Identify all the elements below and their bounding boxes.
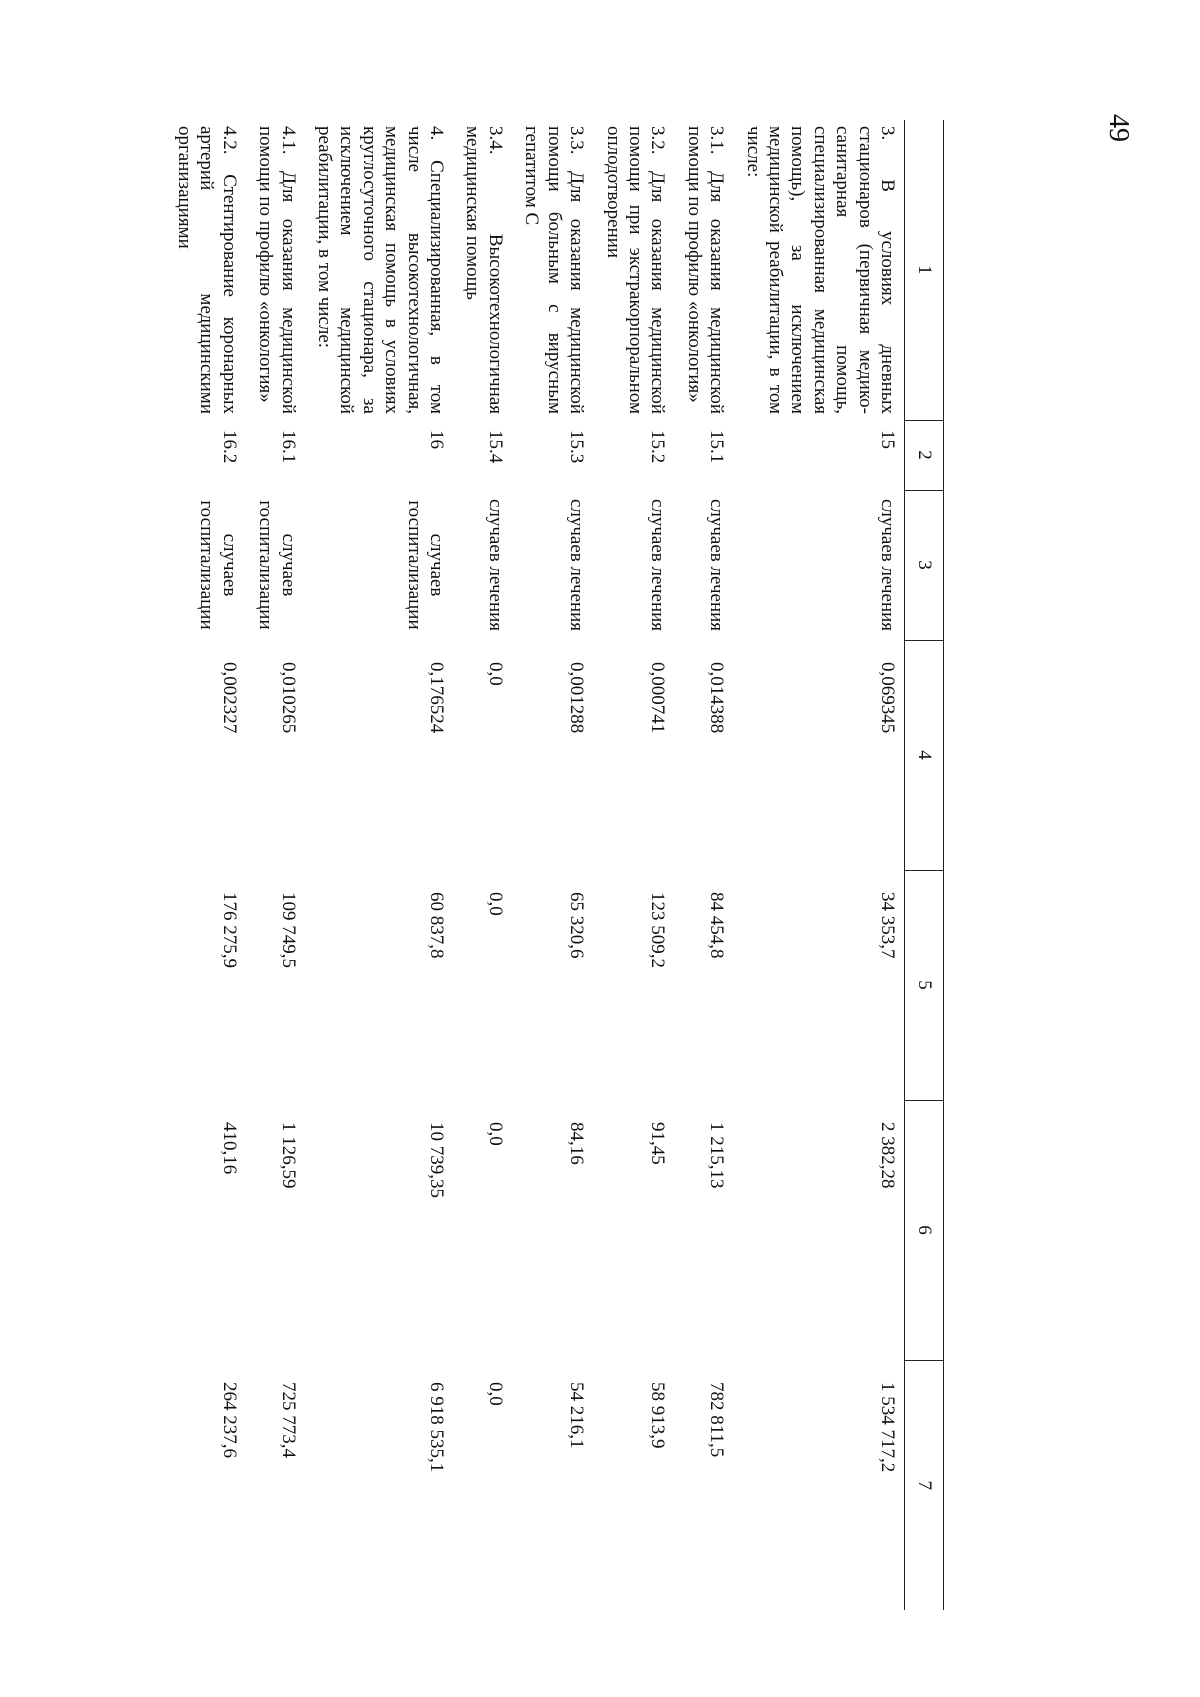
table-row (733, 120, 904, 1610)
row-name-cell: 4.2. Стентирование коронарных артерий медицинскими организациями (174, 126, 240, 414)
row-value-col7: 54 216,1 (566, 1382, 588, 1449)
row-value-col7: 6 918 535,1 (426, 1382, 448, 1473)
row-value-col5: 60 837,8 (426, 892, 448, 959)
row-name-cell: 3.1. Для оказания медицинской помощи по профилю «онкология» (683, 126, 728, 414)
row-code-cell: 15 (877, 430, 898, 449)
row-value-col4: 0,176524 (426, 662, 448, 734)
row-code-cell: 15.1 (706, 430, 728, 464)
rotated-table-container (174, 120, 944, 1610)
row-value-col5: 123 509,2 (647, 892, 669, 968)
column-header: 6 (905, 1100, 944, 1360)
column-header: 4 (905, 640, 944, 870)
row-name-cell: 3.4. Высокотехнологичная медицинская помощь (462, 126, 506, 414)
row-value-col5: 176 275,9 (218, 892, 240, 968)
row-value-col6: 0,0 (484, 1122, 506, 1146)
row-name-cell: 3.3. Для оказания медицинской помощи больным с вирусным гепатитом С (521, 126, 588, 414)
row-value-col4: 0,001288 (566, 662, 588, 734)
table-body (165, 120, 905, 1610)
row-unit-cell: случаев лечения (566, 498, 588, 632)
row-name-cell: 3.2. Для оказания медицинской помощи при экстракорпоральном оплодотворении (602, 126, 669, 414)
row-unit-cell: случаев лечения (647, 498, 669, 632)
row-value-col6: 1 215,13 (706, 1122, 728, 1189)
table-row (305, 120, 453, 1610)
row-name-cell: 4.1. Для оказания медицинской помощи по профилю «онкология» (255, 126, 299, 414)
table-row (453, 120, 512, 1610)
column-header: 7 (905, 1360, 944, 1610)
column-header: 3 (905, 490, 944, 640)
page-number: 49 (1103, 114, 1134, 142)
row-unit-cell: случаев госпитализации (196, 500, 240, 630)
table-header-row (905, 120, 944, 1610)
row-code-cell: 15.3 (566, 430, 588, 464)
row-value-col6: 1 126,59 (277, 1122, 299, 1189)
row-value-col7: 725 773,4 (277, 1382, 299, 1458)
row-value-col6: 91,45 (647, 1122, 669, 1165)
column-header: 5 (905, 870, 944, 1100)
row-unit-cell: случаев лечения (484, 498, 506, 632)
row-unit-cell: случаев лечения (706, 498, 728, 632)
row-value-col4: 0,010265 (277, 662, 299, 734)
row-value-col4: 0,014388 (706, 662, 728, 734)
table-row (593, 120, 674, 1610)
row-code-cell: 16.1 (277, 430, 299, 464)
row-value-col6: 2 382,28 (877, 1122, 898, 1189)
row-name-cell: 3. В условиях дневных стационаров (первичная медико-санитарная помощь, специализированная медицинская помощь), за исключением медицинской реабилитации, в том числе: (742, 126, 898, 414)
row-value-col6: 10 739,35 (426, 1122, 448, 1198)
row-code-cell: 16 (426, 430, 448, 449)
row-unit-cell: случаев лечения (877, 498, 898, 632)
row-value-col7: 782 811,5 (706, 1382, 728, 1458)
row-value-col7: 58 913,9 (647, 1382, 669, 1449)
table-row (165, 120, 246, 1610)
row-value-col4: 0,069345 (877, 662, 898, 734)
row-value-col4: 0,0 (484, 662, 506, 686)
column-header: 2 (905, 420, 944, 490)
row-value-col5: 0,0 (484, 892, 506, 916)
row-value-col5: 84 454,8 (706, 892, 728, 959)
row-code-cell: 16.2 (218, 430, 240, 464)
data-table (165, 120, 944, 1610)
column-header: 1 (905, 120, 944, 420)
row-value-col6: 410,16 (218, 1122, 240, 1175)
row-value-col7: 0,0 (484, 1382, 506, 1406)
row-value-col7: 264 237,6 (218, 1382, 240, 1458)
row-code-cell: 15.2 (647, 430, 669, 464)
row-value-col4: 0,002327 (218, 662, 240, 734)
table-row (512, 120, 593, 1610)
row-name-cell: 4. Специализированная, в том числе высокотехнологичная, медицинская помощь в условиях круглосуточного стационара, за исключением медицинской реабилитации, в том числе: (314, 126, 448, 414)
row-value-col6: 84,16 (566, 1122, 588, 1165)
row-value-col4: 0,000741 (647, 662, 669, 734)
row-value-col7: 1 534 717,2 (877, 1382, 898, 1473)
table-row (246, 120, 305, 1610)
row-unit-cell: случаев госпитализации (403, 500, 448, 630)
row-value-col5: 109 749,5 (277, 892, 299, 968)
row-value-col5: 65 320,6 (566, 892, 588, 959)
table-row (674, 120, 733, 1610)
row-unit-cell: случаев госпитализации (255, 500, 299, 630)
row-code-cell: 15.4 (484, 430, 506, 464)
row-value-col5: 34 353,7 (877, 892, 898, 959)
